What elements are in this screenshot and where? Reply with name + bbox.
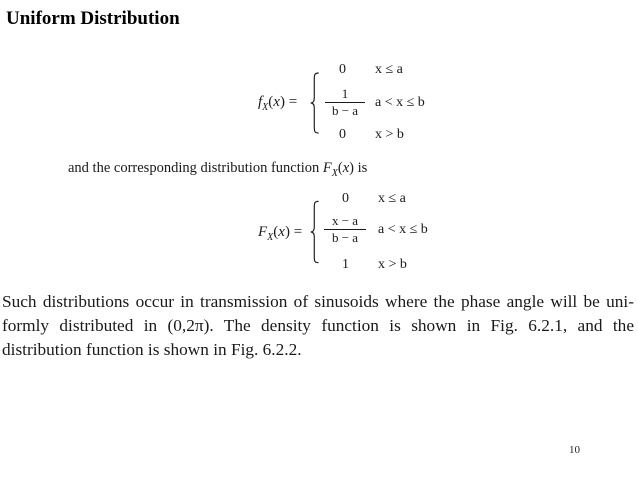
- paragraph-line-2: formly distributed in (0,2π). The density function is shown in Fig. 6.2.1, and the: [2, 316, 634, 335]
- slide-title: Uniform Distribution: [6, 8, 180, 29]
- paragraph-line-3: distribution function is shown in Fig. 6.2.2.: [2, 340, 302, 359]
- page-number: 10: [569, 444, 580, 456]
- cdf-case1-condition: x ≤ a: [378, 191, 406, 206]
- body-paragraph: [2, 290, 634, 362]
- pdf-brace-icon: [310, 60, 320, 146]
- pdf-case2-fraction: [325, 87, 365, 118]
- cdf-case3-value: 1: [342, 257, 349, 272]
- pdf-case3-condition: x > b: [375, 127, 404, 142]
- pdf-case1-value: 0: [339, 62, 346, 77]
- pdf-case2-denominator: b − a: [331, 103, 359, 118]
- pdf-case2-numerator: 1: [341, 86, 349, 101]
- cdf-case2-numerator: x − a: [331, 213, 359, 228]
- cdf-case2-condition: a < x ≤ b: [378, 222, 428, 237]
- paragraph-line-1: Such distributions occur in transmission of sinusoids where the phase angle will be uni-: [2, 292, 634, 311]
- pdf-case3-value: 0: [339, 127, 346, 142]
- cdf-case3-condition: x > b: [378, 257, 407, 272]
- cdf-case2-fraction: [324, 214, 366, 245]
- pdf-case2-condition: a < x ≤ b: [375, 95, 425, 110]
- cdf-lhs: $F_X(x)$ =: [258, 224, 303, 243]
- cdf-case2-denominator: b − a: [331, 230, 359, 245]
- cdf-case1-value: 0: [342, 191, 349, 206]
- pdf-case1-condition: x ≤ a: [375, 62, 403, 77]
- transition-text: and the corresponding distribution function $F_X(x)$ is: [68, 160, 368, 179]
- pdf-lhs: $f_X(x)$ =: [258, 94, 298, 113]
- cdf-brace-icon: [310, 188, 320, 276]
